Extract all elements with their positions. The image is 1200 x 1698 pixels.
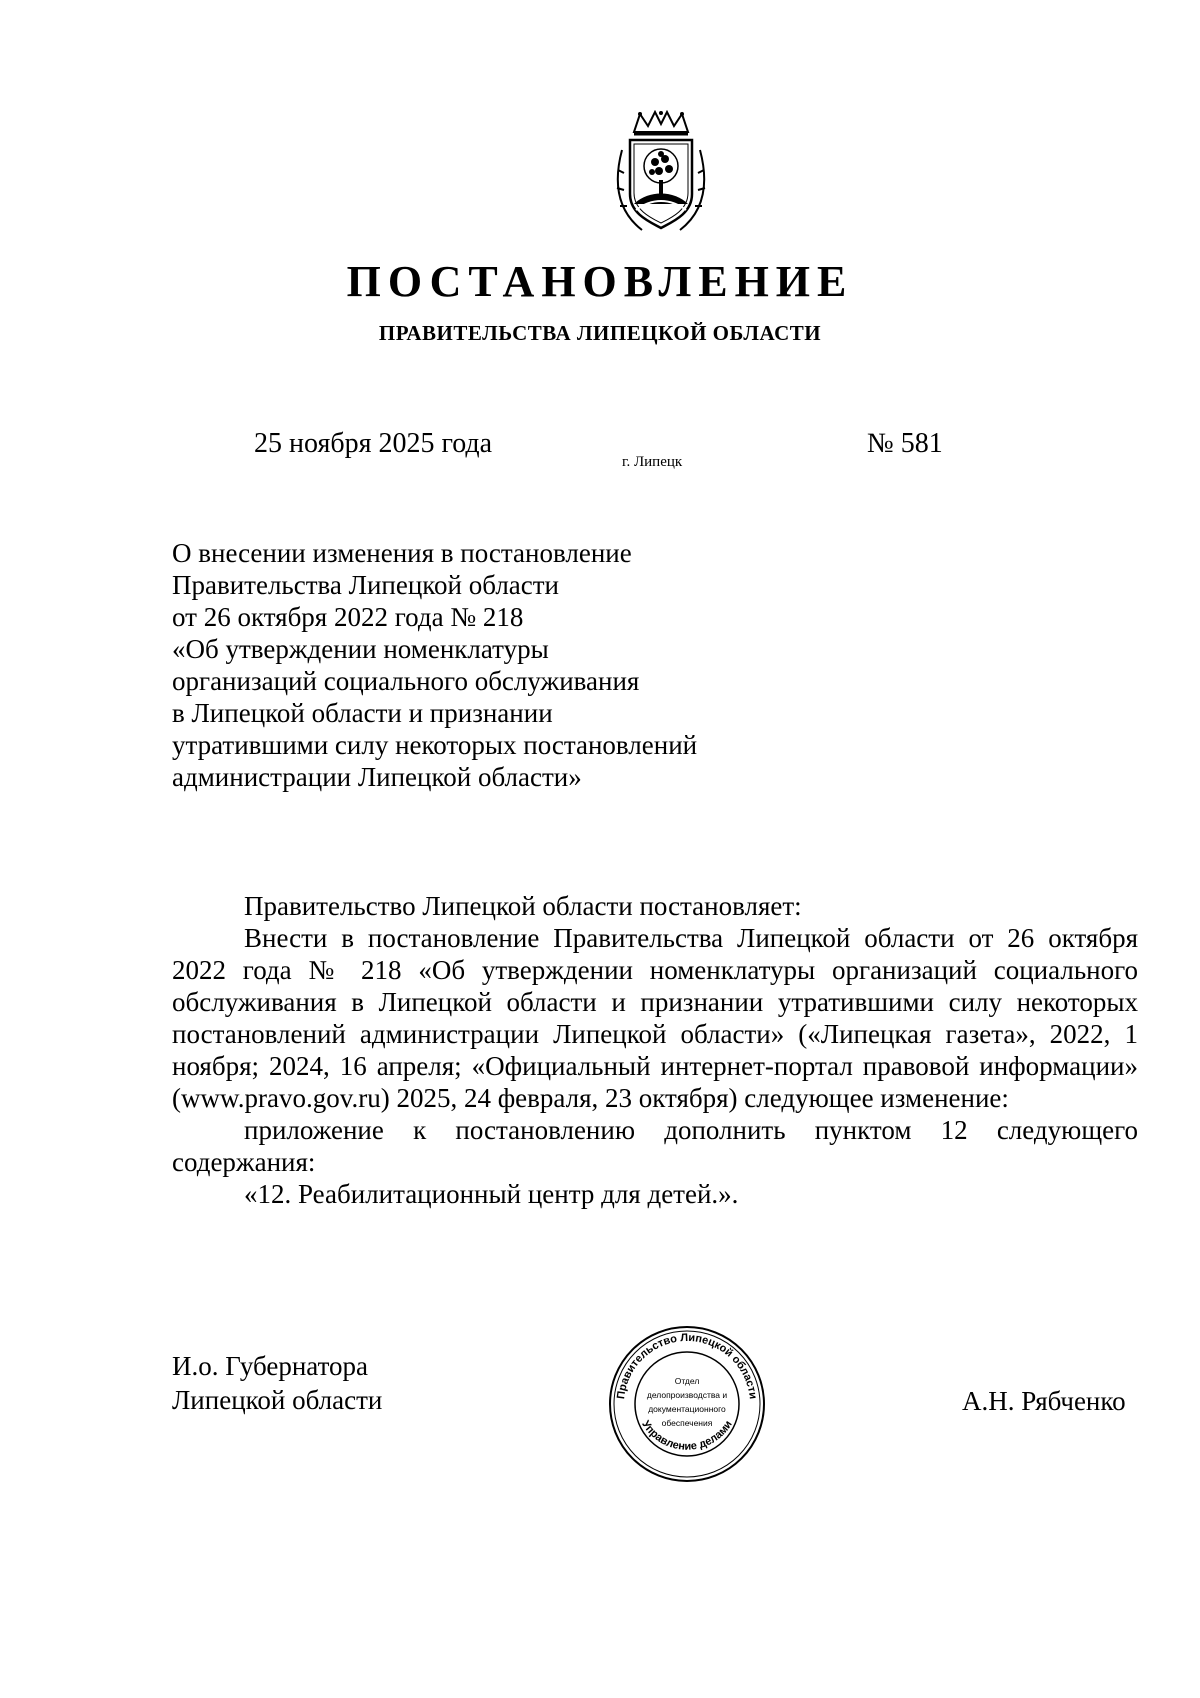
subject-line: администрации Липецкой области»	[172, 762, 582, 792]
stamp-outer-text: Правительство Липецкой области	[615, 1331, 759, 1400]
signatory-name: А.Н. Рябченко	[962, 1386, 1126, 1416]
stamp-inner-line: обеспечения	[661, 1418, 713, 1428]
subject-line: Правительства Липецкой области	[172, 570, 560, 600]
subject-line: «Об утверждении номенклатуры	[172, 634, 549, 664]
stamp-inner-line: Отдел	[674, 1376, 700, 1386]
preamble-paragraph: Правительство Липецкой области постановляет:	[244, 891, 802, 921]
document-date: 25 ноября 2025 года	[254, 428, 493, 459]
resolution-body	[172, 890, 1138, 1210]
signatory-position-line: Липецкой области	[172, 1385, 383, 1415]
new-item-paragraph: «12. Реабилитационный центр для детей.».	[244, 1179, 739, 1209]
subject-line: О внесении изменения в постановление	[172, 538, 632, 568]
amendment-paragraph: приложение к постановлению дополнить пунктом 12 следующего содержания:	[172, 1115, 1138, 1177]
document-issuer: ПРАВИТЕЛЬСТВА ЛИПЕЦКОЙ ОБЛАСТИ	[378, 321, 822, 345]
coat-of-arms-icon	[612, 110, 710, 238]
subject-line: от 26 октября 2022 года № 218	[172, 602, 524, 632]
document-number: № 581	[867, 428, 943, 459]
signatory-position-line: И.о. Губернатора	[172, 1351, 369, 1381]
document-city: г. Липецк	[622, 454, 683, 470]
subject-block	[172, 537, 812, 793]
subject-line: утратившими силу некоторых постановлений	[172, 730, 698, 760]
stamp-inner-line: документационного	[648, 1404, 726, 1414]
subject-line: в Липецкой области и признании	[172, 698, 553, 728]
document-title: ПОСТАНОВЛЕНИЕ	[346, 257, 854, 306]
subject-line: организаций социального обслуживания	[172, 666, 640, 696]
main-paragraph: Внести в постановление Правительства Липецкой области от 26 октября 2022 года № 218 «Об утверждении номенклатуры организаций социального обслуживания в Липецкой области и признании утратившими силу некоторых постановлений администрации Липецкой области» («Липецкая газета», 2022, 1 ноября; 2024, 16 апреля; «Официальный интернет-портал правовой информации» (www.pravo.gov.ru) 2025, 24 февраля, 23 октября) следующее изменение:	[172, 923, 1138, 1113]
official-stamp-icon	[607, 1324, 767, 1484]
stamp-inner-line: делопроизводства и	[646, 1390, 728, 1400]
signatory-position	[172, 1349, 382, 1417]
stamp-bottom-text: Управление делами	[639, 1418, 735, 1453]
